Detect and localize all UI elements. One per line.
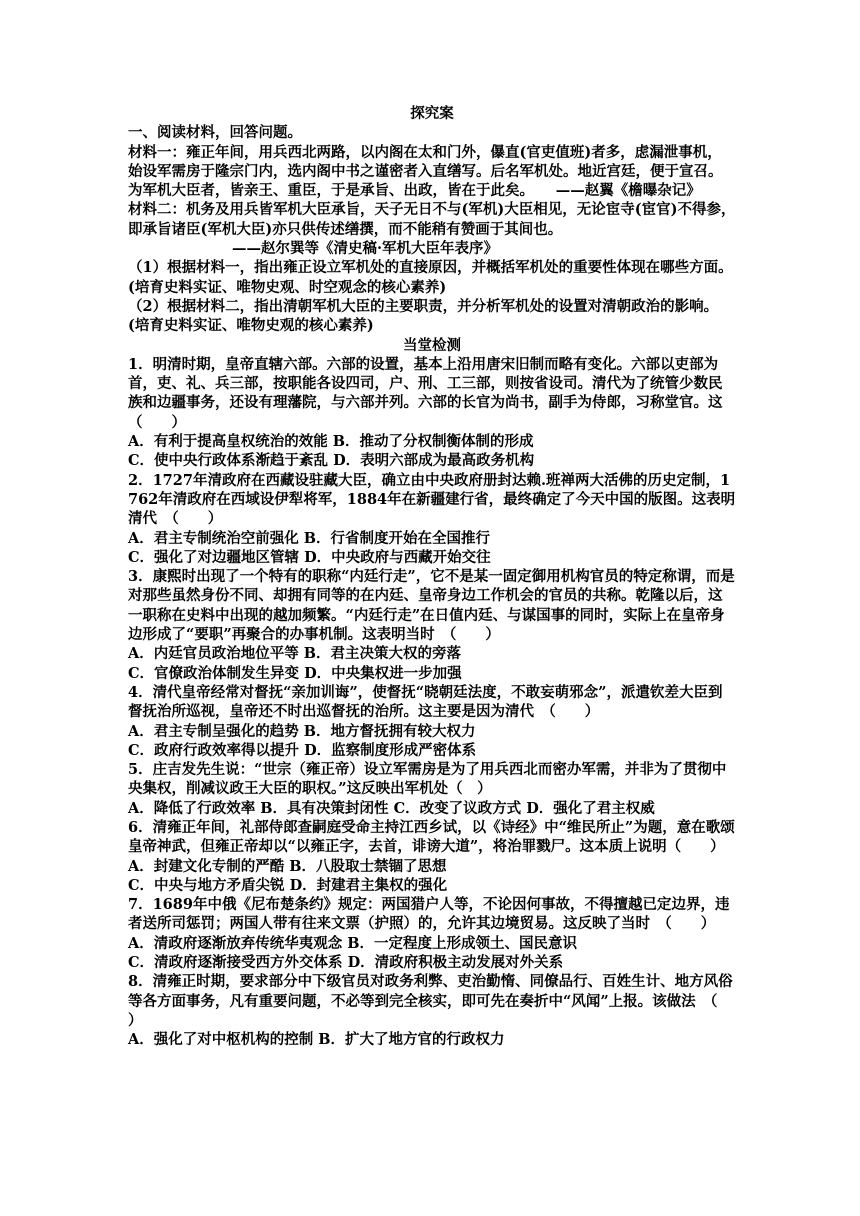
section-heading-reading: 一、阅读材料，回答问题。 bbox=[128, 124, 302, 142]
quiz-stem: 8．清雍正时期，要求部分中下级官员对政务利弊、吏治勤惰、同僚品行、百姓生计、地方风俗等各方面事务，凡有重要问题，不必等到完全核实，即可先在奏折中“风闻”上报。该做法 （ ） bbox=[128, 973, 747, 1029]
quiz-item-5 bbox=[128, 760, 736, 818]
quiz-options: A．清政府逐渐放弃传统华夷观念 B．一定程度上形成领土、国民意识 bbox=[128, 934, 578, 952]
quiz-item-6 bbox=[128, 818, 736, 895]
quiz-item-2 bbox=[128, 471, 736, 567]
quiz-options: C．政府行政效率得以提升 D．监察制度形成严密体系 bbox=[128, 741, 477, 759]
quiz-item-7 bbox=[128, 895, 736, 972]
question-one: （1）根据材料一，指出雍正设立军机处的直接原因，并概括军机处的重要性体现在哪些方面。(培育史料实证、唯物史观、时空观念的核心素养) bbox=[128, 259, 733, 296]
quiz-options: A．君主专制统治空前强化 B．行省制度开始在全国推行 bbox=[128, 529, 491, 547]
document-page bbox=[128, 104, 747, 1050]
quiz-stem: 1．明清时期，皇帝直辖六部。六部的设置，基本上沿用唐宋旧制而略有变化。六部以吏部为首，吏、礼、兵三部，按职能各设四司，户、刑、工三部，则按省设司。清代为了统管少数民族和边疆事务，还设有理藩院，与六部并列。六部的长官为尚书，副手为侍郎，习称堂官。这（ ） bbox=[128, 355, 723, 431]
quiz-options: C．清政府逐渐接受西方外交体系 D．清政府积极主动发展对外关系 bbox=[128, 954, 564, 972]
quiz-options: A．君主专制呈强化的趋势 B．地方督抚拥有较大权力 bbox=[128, 722, 476, 740]
quiz-options: A．内廷官员政治地位平等 B．君主决策大权的旁落 bbox=[128, 645, 462, 663]
page-title: 探究案 bbox=[410, 105, 454, 122]
quiz-options: C．官僚政治体制发生异变 D．中央集权进一步加强 bbox=[128, 664, 462, 682]
quiz-stem: 7．1689年中俄《尼布楚条约》规定：两国猎户人等，不论因何事故，不得擅越已定边界，违者送所司惩罚；两国人带有往来文票（护照）的，允许其边境贸易。这反映了当时 （ ） bbox=[128, 896, 730, 933]
quiz-stem: 6．清雍正年间，礼部侍郎查嗣庭受命主持江西乡试，以《诗经》中“维民所止”为题，意在歌颂皇帝神武，但雍正帝却以“以雍正字，去首，诽谤大道”，将治罪戮尸。这本质上说明（ ） bbox=[128, 818, 735, 856]
quiz-item-3 bbox=[128, 567, 736, 683]
quiz-options: A．有利于提高皇权统治的效能 B．推动了分权制衡体制的形成 bbox=[128, 433, 534, 451]
quiz-options: A．封建文化专制的严酷 B．八股取士禁锢了思想 bbox=[128, 857, 447, 875]
quiz-stem: 4．清代皇帝经常对督抚“亲加训诲”，使督抚“晓朝廷法度，不敢妄萌邪念”，派遣钦差大臣到督抚治所巡视，皇帝还不时出巡督抚的治所。这主要是因为清代 （ ） bbox=[128, 683, 723, 721]
material-one: 材料一：雍正年间，用兵西北两路，以内阁在太和门外，儤直(官吏值班)者多，虑漏泄事机，始设军需房于隆宗门内，选内阁中书之谨密者入直缮写。后名军机处。地近宫廷，便于宣召。为军机大臣者，皆亲王、重臣，于是承旨、出政，皆在于此矣。 ——赵翼《檐曝杂记》 bbox=[128, 143, 723, 200]
quiz-stem: 5．庄吉发先生说：“世宗（雍正帝）设立军需房是为了用兵西北而密办军需，并非为了贯彻中央集权，削减议政王大臣的职权。”这反映出军机处（ ） bbox=[128, 761, 727, 798]
section-heading-quiz: 当堂检测 bbox=[403, 336, 461, 354]
quiz-item-8 bbox=[128, 972, 747, 1049]
quiz-options: C．中央与地方矛盾尖锐 D．封建君主集权的强化 bbox=[128, 876, 448, 894]
quiz-options: C．强化了对边疆地区管辖 D．中央政府与西藏开始交往 bbox=[128, 548, 491, 566]
quiz-options: A．降低了行政效率 B．具有决策封闭性 C．改变了议政方式 D．强化了君主权威 bbox=[128, 799, 655, 817]
material-two-source: ——赵尔巽等《清史稿·军机大臣年表序》 bbox=[232, 240, 499, 258]
quiz-options: C．使中央行政体系渐趋于紊乱 D．表明六部成为最高政务机构 bbox=[128, 452, 535, 470]
quiz-options: A．强化了对中枢机构的控制 B．扩大了地方官的行政权力 bbox=[128, 1031, 505, 1049]
quiz-stem: 2．1727年清政府在西藏设驻藏大臣，确立由中央政府册封达赖.班禅两大活佛的历史定制，1762年清政府在西域设伊犁将军，1884年在新疆建行省，最终确定了今天中国的版图。这表明清代 （ ） bbox=[128, 471, 736, 528]
quiz-stem: 3．康熙时出现了一个特有的职称“内廷行走”，它不是某一固定御用机构官员的特定称谓，而是对那些虽然身份不同、却拥有同等的在内廷、皇帝身边工作机会的官员的共称。乾隆以后，这一职称在史料中出现的越加频繁。“内廷行走”在日值内廷、与谋国事的同时，实际上在皇帝身边形成了“要职”再聚合的办事机制。这表明当时 （ ） bbox=[128, 568, 735, 644]
question-two: （2）根据材料二，指出清朝军机大臣的主要职责，并分析军机处的设置对清朝政治的影响。(培育史料实证、唯物史观的核心素养) bbox=[128, 297, 719, 335]
quiz-list bbox=[128, 355, 747, 1050]
quiz-item-4 bbox=[128, 683, 736, 760]
quiz-item-1 bbox=[128, 355, 736, 471]
material-two: 材料二：机务及用兵皆军机大臣承旨，天子无日不与(军机)大臣相见，无论宦寺(宦官)不得参，即承旨诸臣(军机大臣)亦只供传述缮撰，而不能稍有赞画于其间也。 bbox=[128, 201, 736, 238]
